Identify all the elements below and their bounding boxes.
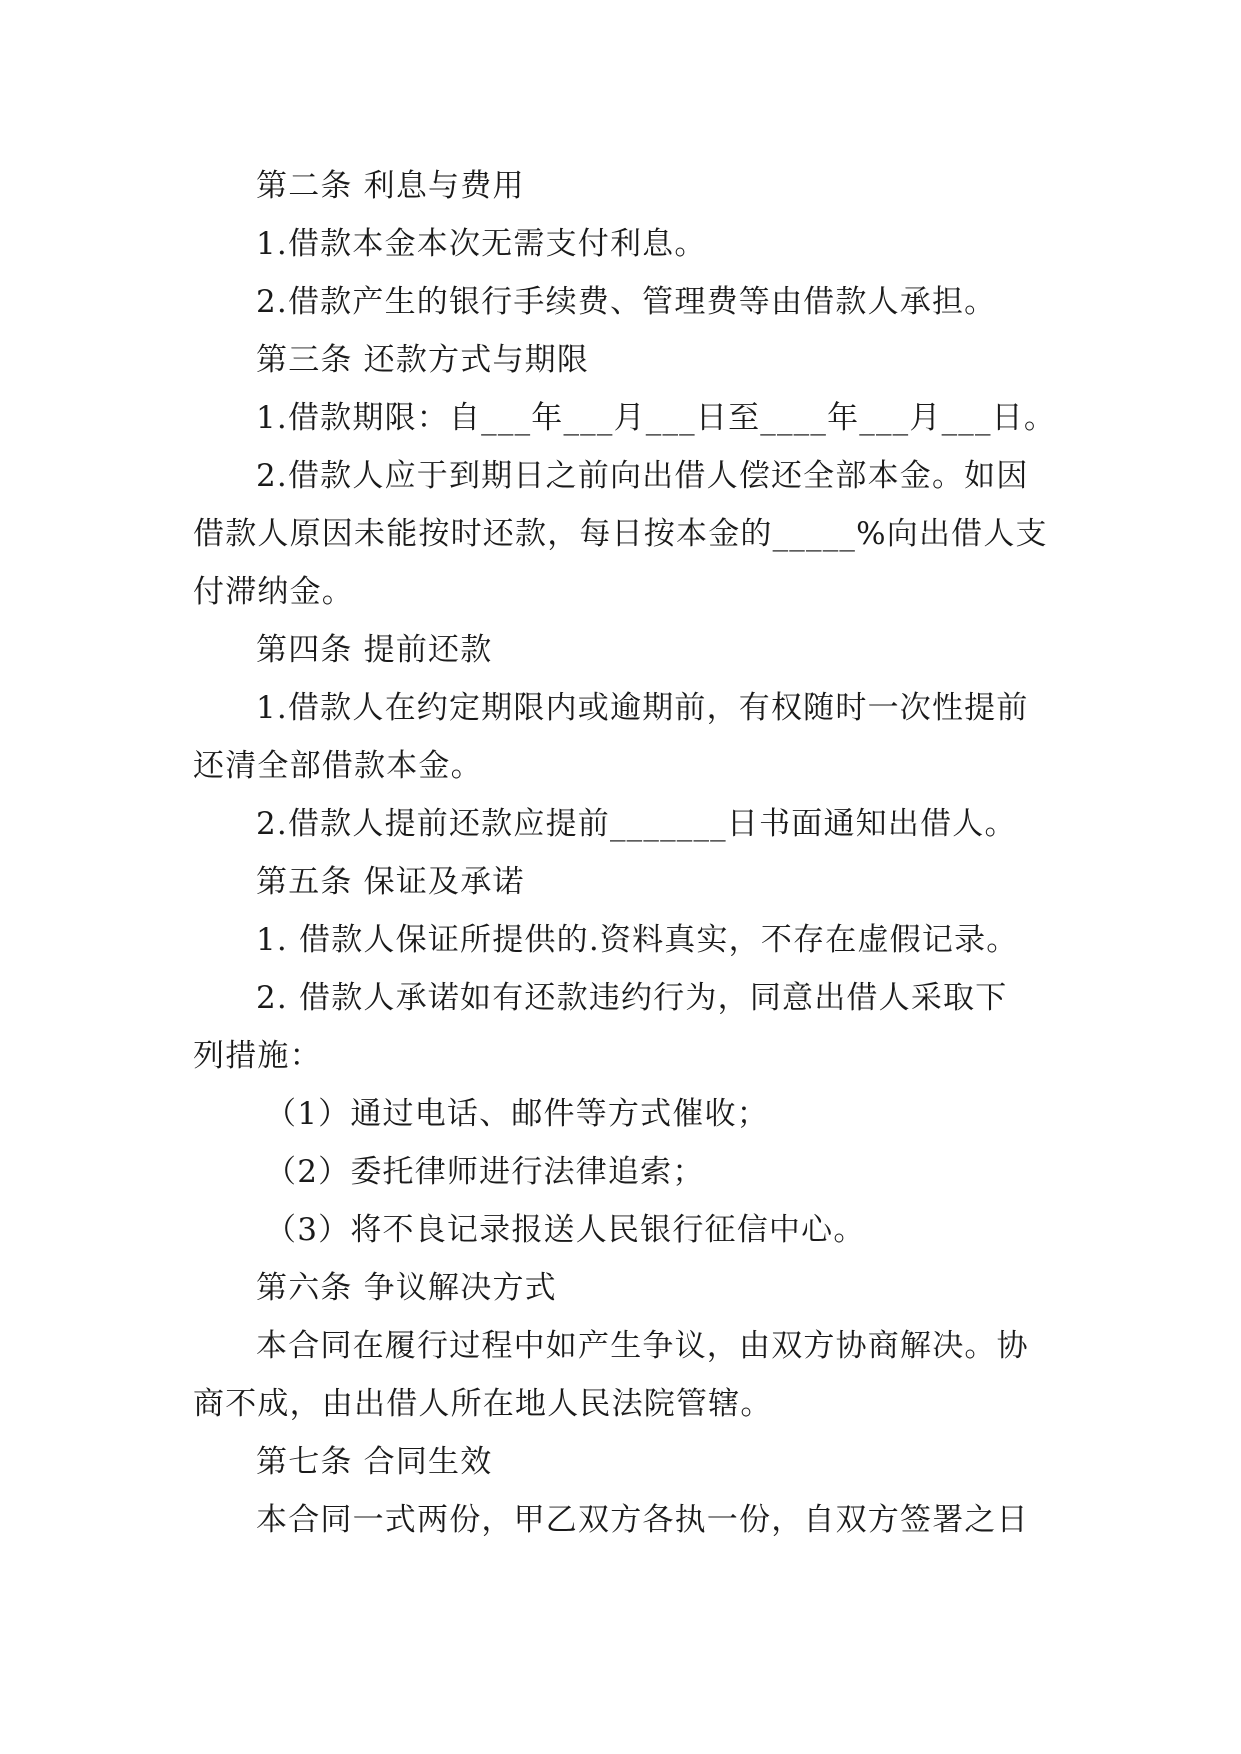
article-5-measure-1: （1）通过电话、邮件等方式催收； <box>265 1096 769 1132</box>
article-6-heading: 第六条 争议解决方式 <box>256 1270 557 1306</box>
article-3-clause-2-line-1: 2.借款人应于到期日之前向出借人偿还全部本金。如因 <box>256 458 1029 494</box>
article-7-heading: 第七条 合同生效 <box>256 1444 493 1480</box>
article-2-heading: 第二条 利息与费用 <box>256 168 525 204</box>
article-6-body-line-1: 本合同在履行过程中如产生争议，由双方协商解决。协 <box>256 1328 1029 1364</box>
article-4-clause-2: 2.借款人提前还款应提前_______日书面通知出借人。 <box>256 806 1017 842</box>
article-4-heading: 第四条 提前还款 <box>256 632 493 668</box>
article-4-clause-1-line-2: 还清全部借款本金。 <box>193 748 483 784</box>
article-5-measure-3: （3）将不良记录报送人民银行征信中心。 <box>265 1212 866 1248</box>
article-3-heading: 第三条 还款方式与期限 <box>256 342 590 378</box>
article-4-clause-1-line-1: 1.借款人在约定期限内或逾期前，有权随时一次性提前 <box>256 690 1029 726</box>
article-3-clause-2-line-3: 付滞纳金。 <box>193 574 354 610</box>
article-6-body-line-2: 商不成，由出借人所在地人民法院管辖。 <box>193 1386 773 1422</box>
article-2-clause-1: 1.借款本金本次无需支付利息。 <box>256 226 707 262</box>
article-3-clause-2-line-2: 借款人原因未能按时还款，每日按本金的_____%向出借人支 <box>193 516 1048 552</box>
article-5-clause-1: 1. 借款人保证所提供的.资料真实，不存在虚假记录。 <box>256 922 1019 958</box>
article-7-body-line-1: 本合同一式两份，甲乙双方各执一份，自双方签署之日 <box>256 1502 1029 1538</box>
article-3-clause-1: 1.借款期限：自___年___月___日至____年___月___日。 <box>256 400 1057 436</box>
article-2-clause-2: 2.借款产生的银行手续费、管理费等由借款人承担。 <box>256 284 997 320</box>
article-5-measure-2: （2）委托律师进行法律追索； <box>265 1154 705 1190</box>
article-5-clause-2-line-1: 2. 借款人承诺如有还款违约行为，同意出借人采取下 <box>256 980 1008 1016</box>
article-5-heading: 第五条 保证及承诺 <box>256 864 525 900</box>
article-5-clause-2-line-2: 列措施： <box>193 1038 322 1074</box>
